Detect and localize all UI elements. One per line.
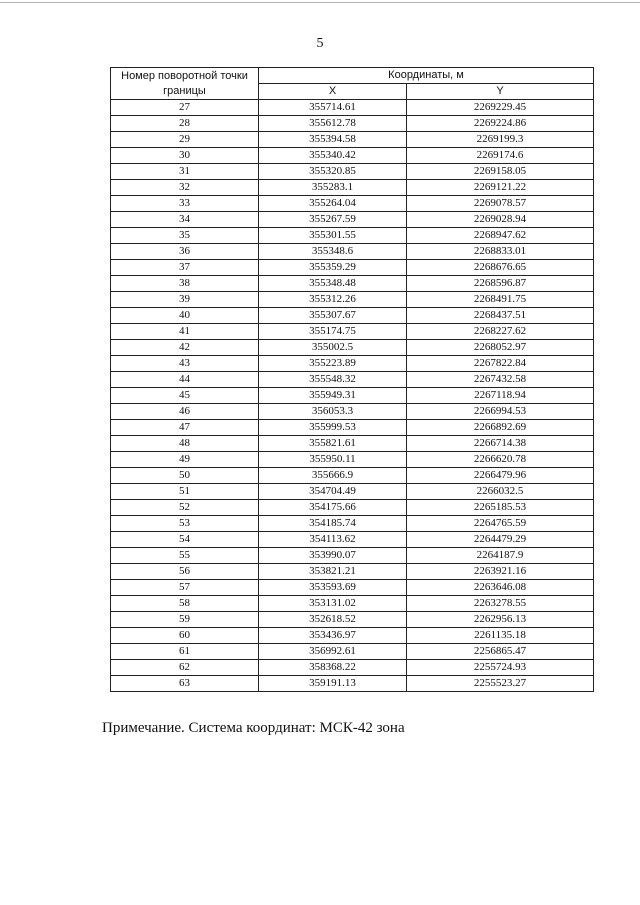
point-number-cell: 31	[111, 164, 259, 180]
table-row	[111, 596, 594, 612]
x-cell: 355950.11	[259, 452, 407, 468]
point-number-cell: 45	[111, 388, 259, 404]
x-cell: 355348.6	[259, 244, 407, 260]
table-row	[111, 500, 594, 516]
table-row	[111, 468, 594, 484]
point-number-cell: 40	[111, 308, 259, 324]
x-cell: 355312.26	[259, 292, 407, 308]
table-row	[111, 628, 594, 644]
y-cell: 2269229.45	[407, 100, 594, 116]
x-cell: 355340.42	[259, 148, 407, 164]
table-row	[111, 580, 594, 596]
x-cell: 356992.61	[259, 644, 407, 660]
point-number-cell: 48	[111, 436, 259, 452]
table-row	[111, 516, 594, 532]
x-cell: 355301.55	[259, 228, 407, 244]
y-cell: 2269121.22	[407, 180, 594, 196]
header-x: X	[259, 84, 407, 100]
y-cell: 2268052.97	[407, 340, 594, 356]
table-row	[111, 308, 594, 324]
header-y: Y	[407, 84, 594, 100]
header-point-number: Номер поворотной точки границы	[111, 68, 259, 100]
x-cell: 355359.29	[259, 260, 407, 276]
y-cell: 2266994.53	[407, 404, 594, 420]
point-number-cell: 46	[111, 404, 259, 420]
x-cell: 355307.67	[259, 308, 407, 324]
point-number-cell: 30	[111, 148, 259, 164]
table-row	[111, 564, 594, 580]
y-cell: 2268491.75	[407, 292, 594, 308]
point-number-cell: 58	[111, 596, 259, 612]
table-row	[111, 372, 594, 388]
point-number-cell: 63	[111, 676, 259, 692]
table-row	[111, 116, 594, 132]
y-cell: 2263921.16	[407, 564, 594, 580]
table-row	[111, 388, 594, 404]
point-number-cell: 42	[111, 340, 259, 356]
y-cell: 2269224.86	[407, 116, 594, 132]
table-body	[111, 100, 594, 692]
table-row	[111, 484, 594, 500]
point-number-cell: 50	[111, 468, 259, 484]
point-number-cell: 36	[111, 244, 259, 260]
x-cell: 354704.49	[259, 484, 407, 500]
x-cell: 359191.13	[259, 676, 407, 692]
y-cell: 2266032.5	[407, 484, 594, 500]
y-cell: 2268676.65	[407, 260, 594, 276]
y-cell: 2269199.3	[407, 132, 594, 148]
table-row	[111, 132, 594, 148]
y-cell: 2268947.62	[407, 228, 594, 244]
table-row	[111, 292, 594, 308]
table-row	[111, 196, 594, 212]
point-number-cell: 41	[111, 324, 259, 340]
coordinates-table	[110, 67, 594, 692]
point-number-cell: 51	[111, 484, 259, 500]
point-number-cell: 44	[111, 372, 259, 388]
point-number-cell: 54	[111, 532, 259, 548]
table-row	[111, 356, 594, 372]
x-cell: 355264.04	[259, 196, 407, 212]
table-row	[111, 612, 594, 628]
y-cell: 2263646.08	[407, 580, 594, 596]
table-row	[111, 212, 594, 228]
point-number-cell: 47	[111, 420, 259, 436]
y-cell: 2261135.18	[407, 628, 594, 644]
y-cell: 2268227.62	[407, 324, 594, 340]
table-row	[111, 436, 594, 452]
y-cell: 2256865.47	[407, 644, 594, 660]
table-row	[111, 228, 594, 244]
point-number-cell: 32	[111, 180, 259, 196]
point-number-cell: 43	[111, 356, 259, 372]
x-cell: 355714.61	[259, 100, 407, 116]
y-cell: 2264187.9	[407, 548, 594, 564]
point-number-cell: 60	[111, 628, 259, 644]
y-cell: 2263278.55	[407, 596, 594, 612]
y-cell: 2266892.69	[407, 420, 594, 436]
table-row	[111, 644, 594, 660]
y-cell: 2265185.53	[407, 500, 594, 516]
x-cell: 353436.97	[259, 628, 407, 644]
table-row	[111, 180, 594, 196]
y-cell: 2255523.27	[407, 676, 594, 692]
y-cell: 2266714.38	[407, 436, 594, 452]
table-row	[111, 100, 594, 116]
table-row	[111, 244, 594, 260]
y-cell: 2268437.51	[407, 308, 594, 324]
table-row	[111, 676, 594, 692]
y-cell: 2264765.59	[407, 516, 594, 532]
x-cell: 355949.31	[259, 388, 407, 404]
point-number-cell: 55	[111, 548, 259, 564]
table-row	[111, 548, 594, 564]
x-cell: 353990.07	[259, 548, 407, 564]
point-number-cell: 39	[111, 292, 259, 308]
table-row	[111, 276, 594, 292]
table-row	[111, 148, 594, 164]
y-cell: 2266620.78	[407, 452, 594, 468]
x-cell: 358368.22	[259, 660, 407, 676]
point-number-cell: 61	[111, 644, 259, 660]
y-cell: 2269078.57	[407, 196, 594, 212]
point-number-cell: 28	[111, 116, 259, 132]
table-row	[111, 404, 594, 420]
x-cell: 352618.52	[259, 612, 407, 628]
x-cell: 354185.74	[259, 516, 407, 532]
y-cell: 2268833.01	[407, 244, 594, 260]
x-cell: 356053.3	[259, 404, 407, 420]
table-row	[111, 452, 594, 468]
x-cell: 353821.21	[259, 564, 407, 580]
point-number-cell: 33	[111, 196, 259, 212]
x-cell: 355999.53	[259, 420, 407, 436]
x-cell: 355002.5	[259, 340, 407, 356]
point-number-cell: 27	[111, 100, 259, 116]
point-number-cell: 29	[111, 132, 259, 148]
table-row	[111, 164, 594, 180]
point-number-cell: 35	[111, 228, 259, 244]
x-cell: 355320.85	[259, 164, 407, 180]
x-cell: 355666.9	[259, 468, 407, 484]
table-row	[111, 660, 594, 676]
x-cell: 355267.59	[259, 212, 407, 228]
y-cell: 2255724.93	[407, 660, 594, 676]
point-number-cell: 34	[111, 212, 259, 228]
x-cell: 355283.1	[259, 180, 407, 196]
table-row	[111, 420, 594, 436]
x-cell: 353131.02	[259, 596, 407, 612]
point-number-cell: 38	[111, 276, 259, 292]
y-cell: 2267822.84	[407, 356, 594, 372]
coordinate-system-note: Примечание. Система координат: МСК-42 зона	[102, 720, 405, 736]
y-cell: 2269158.05	[407, 164, 594, 180]
x-cell: 353593.69	[259, 580, 407, 596]
x-cell: 355223.89	[259, 356, 407, 372]
y-cell: 2262956.13	[407, 612, 594, 628]
x-cell: 355612.78	[259, 116, 407, 132]
table-row	[111, 260, 594, 276]
table-row	[111, 340, 594, 356]
x-cell: 355348.48	[259, 276, 407, 292]
y-cell: 2267118.94	[407, 388, 594, 404]
point-number-cell: 52	[111, 500, 259, 516]
point-number-cell: 59	[111, 612, 259, 628]
y-cell: 2268596.87	[407, 276, 594, 292]
x-cell: 354175.66	[259, 500, 407, 516]
header-coordinates: Координаты, м	[259, 68, 594, 84]
x-cell: 355174.75	[259, 324, 407, 340]
y-cell: 2266479.96	[407, 468, 594, 484]
top-rule	[0, 2, 640, 3]
point-number-cell: 62	[111, 660, 259, 676]
table-row	[111, 324, 594, 340]
point-number-cell: 56	[111, 564, 259, 580]
point-number-cell: 53	[111, 516, 259, 532]
point-number-cell: 37	[111, 260, 259, 276]
y-cell: 2269028.94	[407, 212, 594, 228]
point-number-cell: 49	[111, 452, 259, 468]
x-cell: 355394.58	[259, 132, 407, 148]
y-cell: 2267432.58	[407, 372, 594, 388]
x-cell: 355821.61	[259, 436, 407, 452]
y-cell: 2264479.29	[407, 532, 594, 548]
y-cell: 2269174.6	[407, 148, 594, 164]
x-cell: 354113.62	[259, 532, 407, 548]
table-row	[111, 532, 594, 548]
page-number: 5	[316, 36, 324, 51]
x-cell: 355548.32	[259, 372, 407, 388]
point-number-cell: 57	[111, 580, 259, 596]
